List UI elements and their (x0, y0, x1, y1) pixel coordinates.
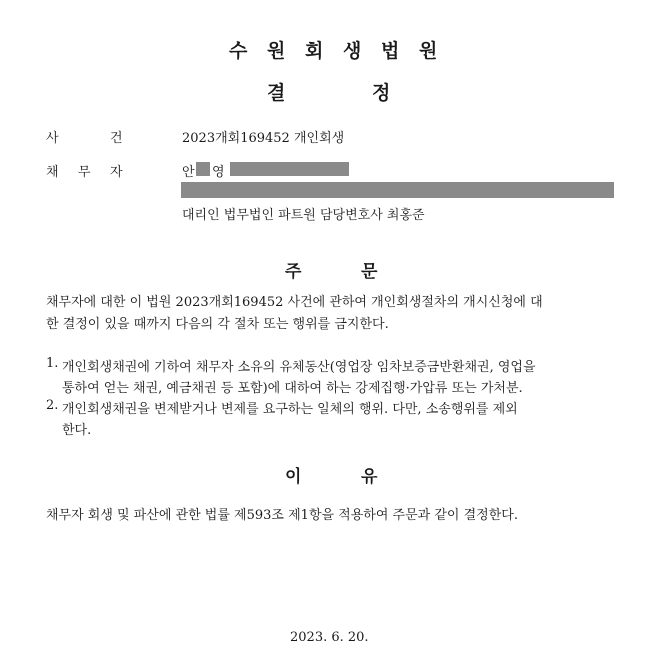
redaction-address (181, 182, 614, 198)
order-paragraph-line1: 채무자에 대한 이 법원 2023개회169452 사건에 관하여 개인회생절차의 개시신청에 대 (46, 295, 543, 310)
decision-date: 2023. 6. 20. (290, 630, 369, 645)
reason-text: 채무자 회생 및 파산에 관한 법률 제593조 제1항을 적용하여 주문과 같이 결정한다. (46, 508, 518, 523)
redaction-name (196, 162, 210, 176)
order-item-2-line2: 한다. (62, 423, 92, 438)
order-item-2-number: 2. (46, 398, 59, 413)
redaction-id (230, 162, 349, 176)
order-item-1-line2: 통하여 얻는 채권, 예금채권 등 포함)에 대하여 하는 강제집행·가압류 또는 가처분. (62, 381, 523, 396)
debtor-representative: 대리인 법무법인 파트원 담당변호사 최홍준 (182, 208, 425, 223)
order-item-2-line1: 개인회생채권을 변제받거나 변제를 요구하는 일체의 행위. 다만, 소송행위를 제외 (62, 402, 518, 417)
case-value: 2023개회169452 개인회생 (182, 131, 345, 146)
order-item-1-line1: 개인회생채권에 기하여 채무자 소유의 유체동산(영업장 임차보증금반환채권, 영업을 (62, 360, 536, 375)
order-paragraph-line2: 한 결정이 있을 때까지 다음의 각 절차 또는 행위를 금지한다. (46, 317, 389, 332)
debtor-name-last: 영 (212, 165, 225, 180)
order-item-1-number: 1. (46, 356, 59, 371)
debtor-name-first: 안 (182, 165, 195, 180)
